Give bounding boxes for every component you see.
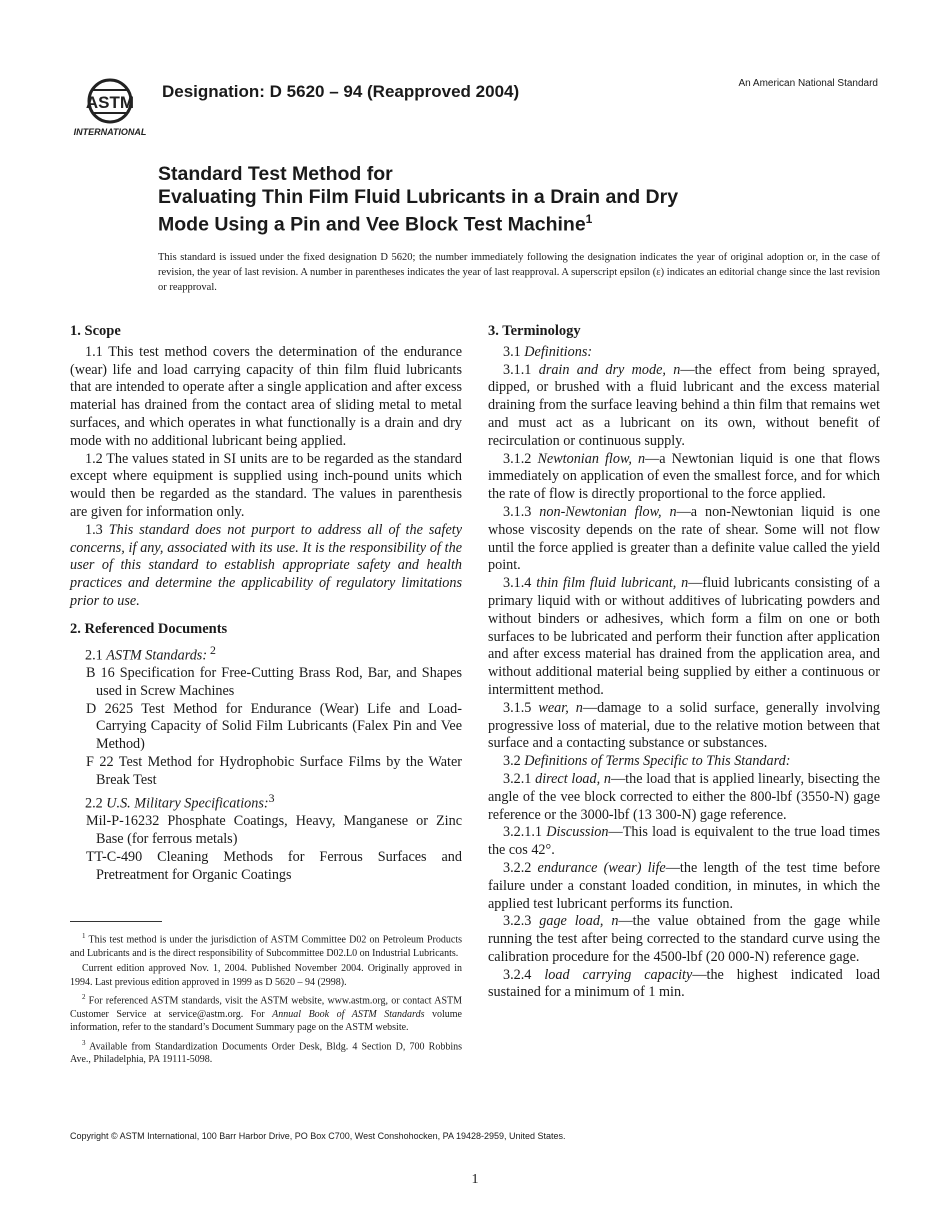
paragraph-3-2: 3.2 Definitions of Terms Specific to This Standard: (503, 753, 791, 770)
national-standard-label: An American National Standard (738, 78, 878, 89)
definition-3-2-2: 3.2.2 endurance (wear) life—the length of the test time before failure under a constant loaded condition, in minutes, in which the applied test lubricant performs its function. (488, 859, 881, 912)
standard-notice: This standard is issued under the fixed designation D 5620; the number immediately following the designation indicates the year of original adoption or, in the case of revision, the year of last revision. A number in parentheses indicates the year of last reapproval. A superscript epsilon (ε) indicates an editorial change since the last revision or reapproval. (158, 252, 880, 293)
footnote-3: $^3$ Available from Standardization Documents Order Desk, Bldg. 4 Section D, 700 Robbins Ave., Philadelphia, PA 19111-5098. (70, 1038, 462, 1066)
definition-3-1-3: 3.1.3 non-Newtonian flow, n—a non-Newtonian liquid is one whose viscosity depends on the rate of shear. Some will not flow until the force applied is greater than a definite value called the yield point. (488, 503, 881, 574)
definition-3-2-3: 3.2.3 gage load, n—the value obtained from the gage while running the test after being corrected to the standard curve using the calibration procedure for the 4500-lbf (20 000-N) reference gage. (488, 913, 881, 965)
right-column (488, 323, 880, 1002)
title-line-2: Evaluating Thin Film Fluid Lubricants in a Drain and Dry (158, 185, 679, 208)
definition-3-1-4: 3.1.4 thin film fluid lubricant, n—fluid lubricants consisting of a primary liquid with or without additives of lubricating powders and without binders or adhesives, which form a film on one or both surfaces to be lubricated and perform their function after application and after excess material has drained from the application area, and without additional material being supplied by either a continuous or intermittent method. (488, 575, 880, 698)
page-number: 1 (471, 1172, 479, 1187)
reference-mil-p-16232: Mil-P-16232 Phosphate Coatings, Heavy, Manganese or Zinc Base (for ferrous metals) (86, 813, 462, 847)
discussion-3-2-1-1: 3.2.1.1 Discussion—This load is equivalent to the true load times the cos 42°. (488, 824, 881, 859)
footnote-1-edition: Current edition approved Nov. 1, 2004. Published November 2004. Originally approved in 1994. Last previous edition approved in 1999 as D 5620 – 94 (2998). (70, 963, 462, 988)
title-footnote-mark: 1 (585, 212, 593, 226)
reference-tt-c-490: TT-C-490 Cleaning Methods for Ferrous Surfaces and Pretreatment for Organic Coatings (86, 848, 462, 883)
svg-text:ASTM: ASTM (85, 93, 135, 112)
reference-d2625: D 2625 Test Method for Endurance (Wear) Life and Load-Carrying Capacity of Solid Film Lubricants (Falex Pin and Vee Method) (86, 700, 462, 753)
paragraph-2-2: 2.2 U.S. Military Specifications:$^3$ (85, 790, 275, 812)
document-title (158, 163, 798, 236)
reference-b16: B 16 Specification for Free-Cutting Brass Rod, Bar, and Shapes used in Screw Machines (86, 665, 462, 699)
footnote-1: $^1$ This test method is under the jurisdiction of ASTM Committee D02 on Petroleum Products and Lubricants and is the direct responsibility of Subcommittee D02.L0 on Industrial Lubricants. (70, 932, 462, 959)
definition-3-2-4: 3.2.4 load carrying capacity—the highest indicated load sustained for a minimum of 1 min. (488, 966, 881, 1001)
astm-logo-icon (70, 74, 150, 138)
paragraph-3-1: 3.1 Definitions: (503, 343, 593, 360)
footnotes (70, 930, 462, 1069)
designation: Designation: D 5620 – 94 (Reapproved 2004) (162, 82, 520, 101)
paragraph-1-3: 1.3 This standard does not purport to address all of the safety concerns, if any, associated with its use. It is the responsibility of the user of this standard to establish appropriate safety and health practices and determine the applicability of regulatory limitations prior to use. (70, 521, 462, 609)
paragraph-1-1: 1.1 This test method covers the determination of the endurance (wear) life and load carrying capacity of thin film fluid lubricants that are intended to operate after a single application and after excess material has drained from the contact area of sliding metal to metal surfaces, and which operates in what functionally is a drain and dry mode with no additional lubricant being applied. (70, 343, 462, 449)
left-column (70, 323, 462, 884)
title-line-1: Standard Test Method for (158, 163, 393, 185)
section-heading-scope: 1. Scope (70, 323, 121, 339)
paragraph-1-2: 1.2 The values stated in SI units are to be regarded as the standard except where equipment is supplied using inch-pound units which would then be regarded as the standard. The values in parenthesis are given for information only. (70, 450, 462, 520)
section-heading-referenced-documents: 2. Referenced Documents (70, 620, 228, 637)
definition-3-2-1: 3.2.1 direct load, n—the load that is applied linearly, bisecting the angle of the vee block corrected to either the 800-lbf (3550-N) gage reference or the 3000-lbf (13 300-N) gage reference. (488, 770, 880, 823)
svg-text:INTERNATIONAL: INTERNATIONAL (73, 127, 147, 137)
title-line-3: Mode Using a Pin and Vee Block Test Machine$^1$ (158, 212, 593, 236)
paragraph-2-1: 2.1 ASTM Standards: $^2$ (85, 642, 216, 664)
reference-f22: F 22 Test Method for Hydrophobic Surface Films by the Water Break Test (86, 754, 462, 788)
footnote-2: $^2$ For referenced ASTM standards, visit the ASTM website, www.astm.org, or contact ASTM Customer Service at service@astm.org. For Annual Book of ASTM Standards volume information, refer to the standard’s Document Summary page on the ASTM website. (70, 992, 462, 1034)
section-heading-terminology: 3. Terminology (488, 323, 581, 339)
definition-3-1-1: 3.1.1 drain and dry mode, n—the effect from being sprayed, dipped, or brushed with a fluid lubricant and the excess material draining from the surface leaving behind a thin film that remains wet and must act as a lubricant on its own, without benefit of recirculation or continuous supply. (488, 361, 881, 449)
copyright-notice: Copyright © ASTM International, 100 Barr Harbor Drive, PO Box C700, West Conshohocken, PA 19428-2959, United States. (70, 1131, 566, 1141)
footnote-divider (70, 921, 162, 922)
definition-3-1-5: 3.1.5 wear, n—damage to a solid surface, generally involving progressive loss of material, due to the relative motion between that surface and a contacting substance or substances. (488, 699, 881, 752)
definition-3-1-2: 3.1.2 Newtonian flow, n—a Newtonian liquid is one that flows immediately on application of even the smallest force, and for which the rate of flow is directly proportional to the force applied. (488, 450, 880, 503)
